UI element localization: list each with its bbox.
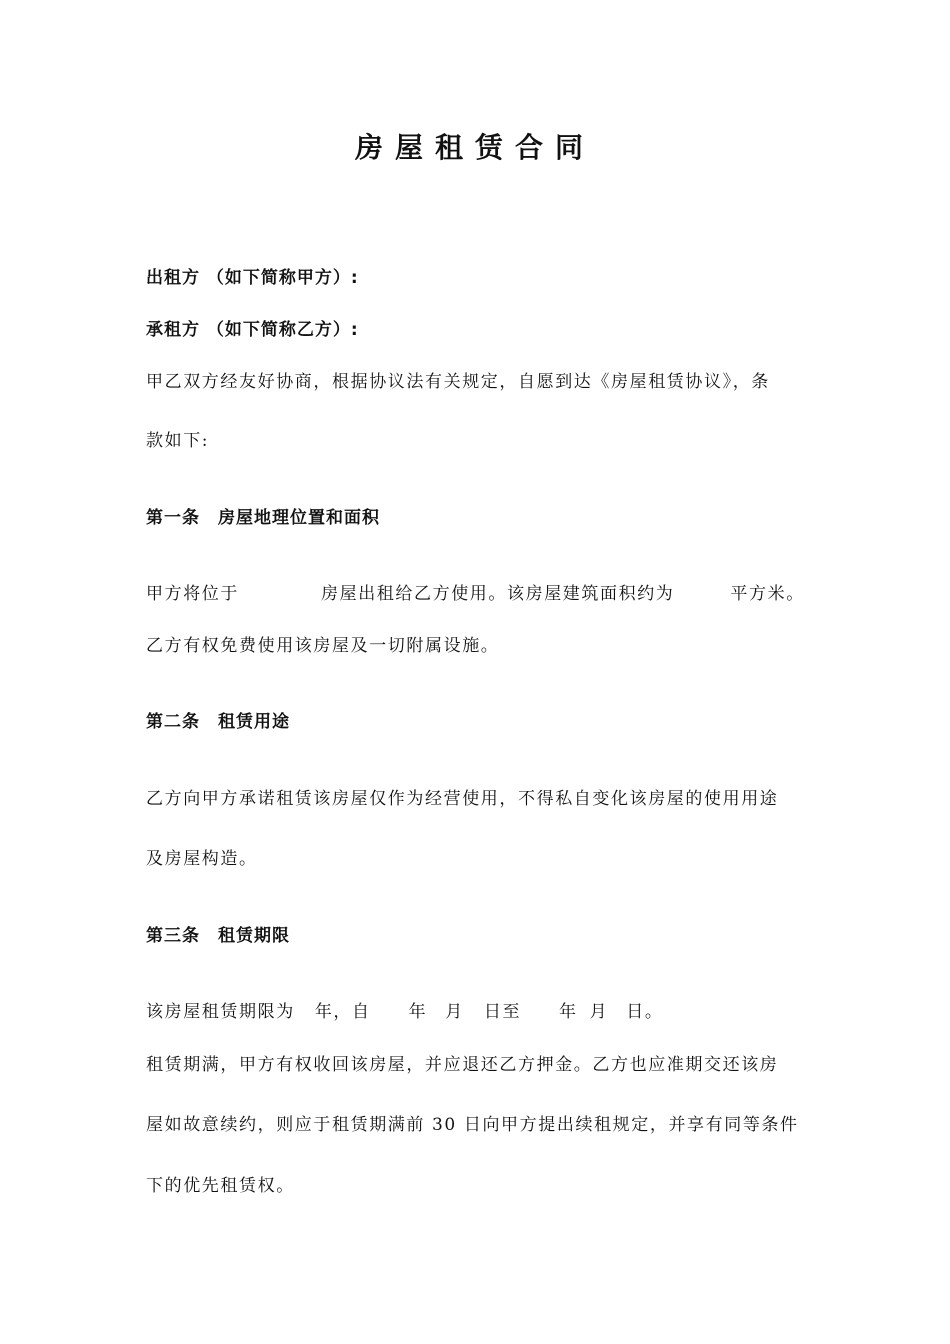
- article-1-heading: [146, 506, 380, 530]
- start-month-unit: 月: [445, 1002, 464, 1022]
- term-years-unit: 年，自: [314, 1002, 371, 1022]
- article-3-line-2: 租赁期满，甲方有权收回该房屋，并应退还乙方押金。乙方也应准期交还该房: [146, 1055, 779, 1075]
- end-month-unit: 月: [589, 1002, 609, 1022]
- term-prefix: 该房屋租赁期限为: [146, 1002, 295, 1022]
- article-2-title: 租赁用途: [218, 712, 290, 732]
- article-2-line-1: 乙方向甲方承诺租赁该房屋仅作为经营使用，不得私自变化该房屋的使用用途: [146, 789, 779, 809]
- article-1-location-prefix: 甲方将位于: [146, 584, 239, 604]
- lessee-label: 承租方 （如下简称乙方）:: [146, 320, 359, 340]
- end-year-unit: 年: [559, 1002, 578, 1022]
- article-2-number: 第二条: [146, 712, 200, 732]
- article-2-heading: [146, 710, 290, 734]
- start-day-unit: 日至: [483, 1002, 522, 1022]
- article-1-line-2: 乙方有权免费使用该房屋及一切附属设施。: [146, 636, 500, 656]
- intro-paragraph-line-2: 款如下:: [146, 431, 210, 451]
- article-3-line-4: 下的优先租赁权。: [146, 1176, 295, 1196]
- article-3-heading: [146, 924, 290, 948]
- article-3-term-line: [146, 1000, 663, 1024]
- article-2-line-2: 及房屋构造。: [146, 849, 258, 869]
- start-year-unit: 年: [408, 1002, 428, 1022]
- article-1-title: 房屋地理位置和面积: [218, 508, 380, 528]
- article-1-number: 第一条: [146, 508, 200, 528]
- article-3-line-3: 屋如故意续约，则应于租赁期满前 30 日向甲方提出续租规定，并享有同等条件: [146, 1115, 799, 1135]
- article-1-line-1: [146, 582, 805, 606]
- article-1-area-unit: 平方米。: [730, 584, 805, 604]
- document-title: 房屋租赁合同: [354, 131, 595, 164]
- intro-paragraph-line-1: 甲乙双方经友好协商，根据协议法有关规定，自愿到达《房屋租赁协议》，条: [146, 372, 770, 392]
- article-3-number: 第三条: [146, 926, 200, 946]
- lessor-label: 出租方 （如下简称甲方）:: [146, 268, 359, 288]
- article-3-title: 租赁期限: [218, 926, 290, 946]
- end-day-unit: 日。: [626, 1002, 664, 1022]
- article-1-area-text: 房屋出租给乙方使用。该房屋建筑面积约为: [321, 584, 675, 604]
